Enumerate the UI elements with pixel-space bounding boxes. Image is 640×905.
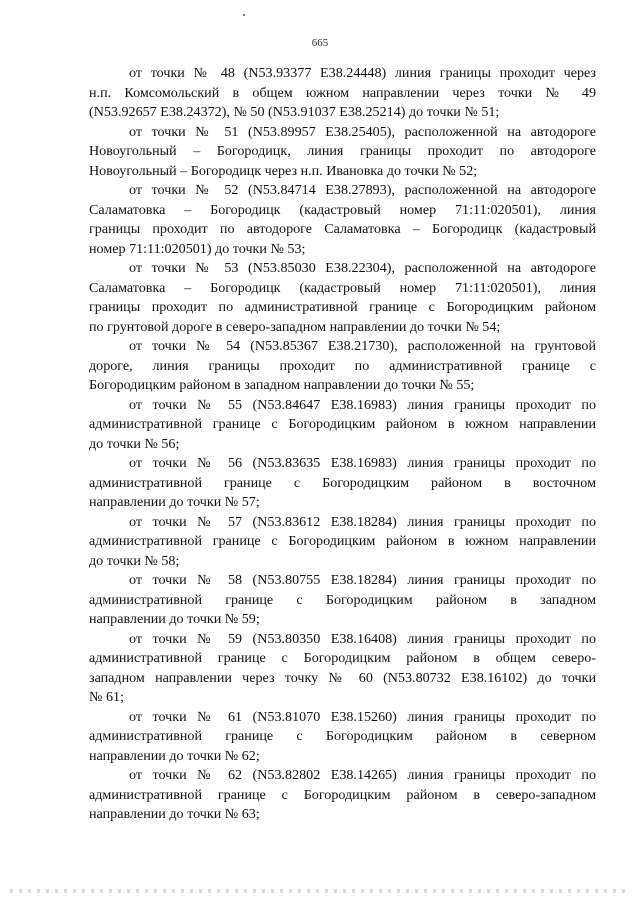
text-line: административной границе с Богородицким районом в южном направлении — [89, 416, 596, 432]
text-line: от точки № 61 (N53.81070 E38.15260) линия границы проходит по — [129, 708, 596, 725]
text-line: Саламатовка – Богородицк (кадастровый номер 71:11:020501), линия — [89, 201, 596, 218]
text-line: от точки № 54 (N53.85367 E38.21730), расположенной на грунтовой — [129, 338, 596, 354]
text-line: западном направлении через точку № 60 (N53.80732 E38.16102) до точки — [89, 669, 596, 686]
text-line: направлении до точки № 57; — [89, 494, 260, 510]
text-line: дороге, линия границы проходит по административной границе с — [89, 357, 596, 374]
text-line: границы проходит по административной границе с Богородицким районом — [89, 299, 596, 315]
page-number: 665 — [311, 37, 329, 49]
text-line: направлении до точки № 62; — [89, 747, 260, 764]
text-line: административной границе с Богородицким районом в общем северо- — [89, 650, 596, 666]
text-line: направлении до точки № 63; — [89, 806, 260, 822]
text-line: от точки № 57 (N53.83612 E38.18284) линия границы проходит по — [129, 513, 596, 530]
text-line: (N53.92657 E38.24372), № 50 (N53.91037 E38.25214) до точки № 51; — [89, 104, 500, 120]
text-line: Новоугольный – Богородицк, линия границы проходит по автодороге — [89, 143, 596, 159]
text-line: от точки № 53 (N53.85030 E38.22304), расположенной на автодороге — [129, 260, 596, 276]
text-line: административной границе с Богородицким районом в южном направлении — [89, 533, 596, 549]
text-line: направлении до точки № 59; — [89, 611, 260, 627]
text-line: административной границе с Богородицким районом в восточном — [89, 474, 596, 491]
body-text — [89, 64, 596, 825]
text-line: Богородицким районом в западном направлении до точки № 55; — [89, 377, 475, 393]
scan-speck — [243, 14, 245, 16]
text-line: № 61; — [89, 689, 124, 705]
text-line: от точки № 52 (N53.84714 E38.27893), расположенной на автодороге — [129, 182, 596, 198]
text-line: административной границе с Богородицким районом в северном — [89, 728, 596, 744]
text-line: от точки № 62 (N53.82802 E38.14265) линия границы проходит по — [129, 767, 596, 783]
text-line: от точки № 55 (N53.84647 E38.16983) линия границы проходит по — [129, 396, 596, 413]
text-line: административной границе с Богородицким районом в западном — [89, 591, 596, 608]
text-line: от точки № 59 (N53.80350 E38.16408) линия границы проходит по — [129, 630, 596, 647]
text-line: до точки № 56; — [89, 435, 180, 452]
text-line: границы проходит по автодороге Саламатовка – Богородицк (кадастровый — [89, 221, 596, 237]
text-line: до точки № 58; — [89, 552, 180, 569]
text-line: от точки № 58 (N53.80755 E38.18284) линия границы проходит по — [129, 572, 596, 588]
text-line: н.п. Комсомольский в общем южном направлении через точки № 49 — [89, 84, 596, 101]
text-line: от точки № 48 (N53.93377 E38.24448) линия границы проходит через — [129, 65, 596, 81]
text-line: номер 71:11:020501) до точки № 53; — [89, 240, 306, 257]
text-line: Саламатовка – Богородицк (кадастровый номер 71:11:020501), линия — [89, 279, 596, 296]
text-line: от точки № 51 (N53.89957 E38.25405), расположенной на автодороге — [129, 123, 596, 140]
text-line: по грунтовой дороге в северо-западном направлении до точки № 54; — [89, 318, 501, 335]
text-line: от точки № 56 (N53.83635 E38.16983) линия границы проходит по — [129, 455, 596, 471]
scan-edge-noise — [10, 889, 630, 893]
text-line: административной границе с Богородицким районом в северо-западном — [89, 786, 596, 803]
text-line: Новоугольный – Богородицк через н.п. Ивановка до точки № 52; — [89, 162, 478, 179]
